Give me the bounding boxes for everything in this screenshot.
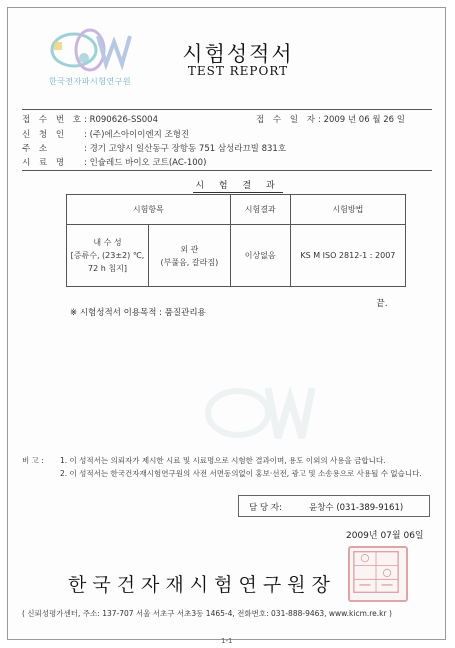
watermark-icon <box>198 373 318 453</box>
results-data-row <box>67 225 406 287</box>
logo-text: 한국전자파시험연구원 <box>48 77 132 86</box>
address-label: 주 소 <box>22 144 51 154</box>
results-header-row <box>67 195 406 225</box>
cell-test-item <box>67 225 149 287</box>
note-1: 1. 이 성적서는 의뢰자가 제시한 시료 및 시료명으로 시험한 결과이며, 용도 이외의 사용을 금합니다. <box>60 456 386 465</box>
report-title-korean: 시험성적서 <box>182 42 294 66</box>
page-number: 1-1 <box>221 637 233 645</box>
contact-label: 담 당 자: <box>249 503 282 513</box>
cell-test-subitem <box>149 225 231 287</box>
test-item-condition-1: [증류수, (23±2) ℃, <box>70 251 145 260</box>
organization-name: 한국건자재시험연구원장 <box>68 574 336 596</box>
report-page <box>7 7 446 645</box>
issue-date: 2009년 07월 06일 <box>346 531 424 541</box>
test-subitem-name: 외 관 <box>180 244 199 254</box>
report-number-row <box>22 113 158 125</box>
usage-purpose: ※ 시험성적서 이용목적 : 품질관리용 <box>70 308 206 318</box>
address-row <box>22 142 286 154</box>
end-mark: 끝. <box>376 299 388 309</box>
info-divider <box>22 170 432 171</box>
applicant-value: : (주)에스아이이엔지 조형진 <box>84 130 190 140</box>
institute-logo <box>30 28 150 98</box>
report-title-english: TEST REPORT <box>187 64 289 78</box>
report-number-label: 접 수 번 호 <box>22 115 84 125</box>
footer-contact-info: ( 신뢰성평가센터, 주소: 137-707 서울 서초구 서초3동 1465-4, 전화번호: 031-888-9463, www.kicm.re.kr ) <box>22 609 392 618</box>
notes-label: 비 고 : <box>22 456 44 465</box>
header-divider <box>22 109 432 110</box>
report-number-value: : R090626-SS004 <box>84 115 159 125</box>
test-subitem-detail: (부풀음, 갈라짐) <box>160 257 219 267</box>
cell-test-method: KS M ISO 2812-1 : 2007 <box>290 225 405 287</box>
test-item-condition-2: 72 h 침지] <box>88 264 127 273</box>
official-seal <box>348 546 408 602</box>
applicant-row <box>22 128 189 140</box>
received-date-value: : 2009 년 06 월 26 일 <box>318 115 405 125</box>
address-value: : 경기 고양시 일산동구 장항동 751 삼성라끄빌 831호 <box>84 144 287 154</box>
sample-row <box>22 156 206 168</box>
note-2: 2. 이 성적서는 한국건자재시험연구원의 사전 서면동의없이 홍보·선전, 광고 및 소송용으로 사용될 수 없습니다. <box>60 469 422 478</box>
header-test-result: 시험결과 <box>230 195 290 225</box>
header-test-item: 시험항목 <box>67 195 231 225</box>
sample-label: 시 료 명 <box>22 158 68 168</box>
contact-box <box>238 495 430 517</box>
applicant-label: 신 청 인 <box>22 130 68 140</box>
contact-value: 윤창수 (031-389-9161) <box>309 503 404 513</box>
logo-mark-icon <box>44 28 136 72</box>
received-date-label: 접 수 일 자 <box>256 115 318 125</box>
sample-value: : 인슐레드 바이오 코트(AC-100) <box>84 158 207 168</box>
seal-icon <box>350 548 402 596</box>
received-date-row <box>256 113 405 125</box>
cell-test-result: 이상없음 <box>230 225 290 287</box>
results-table <box>66 194 406 287</box>
header-test-method: 시험방법 <box>290 195 405 225</box>
test-item-name: 내 수 성 <box>93 238 122 247</box>
results-section-title: 시 험 결 과 <box>193 178 283 193</box>
